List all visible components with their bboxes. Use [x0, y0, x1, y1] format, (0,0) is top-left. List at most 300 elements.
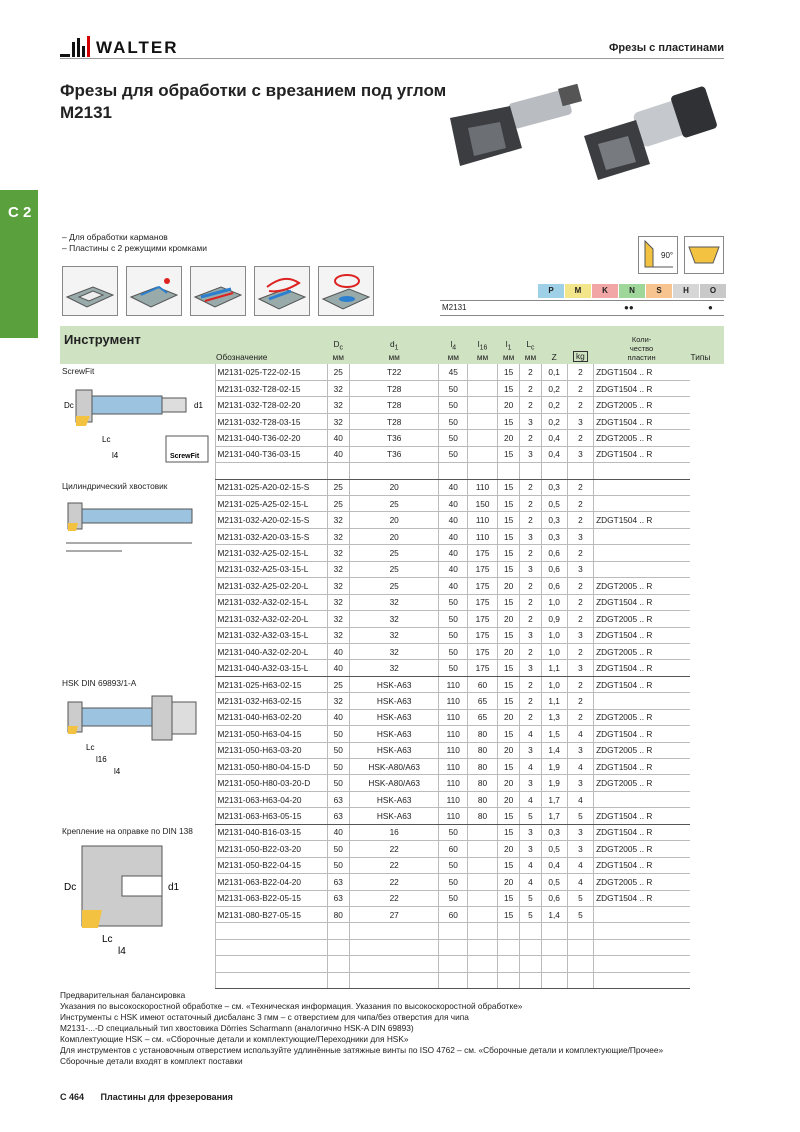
- cell: 60: [439, 906, 468, 922]
- cell: 32: [349, 611, 438, 627]
- cell: 50: [439, 430, 468, 446]
- cell: ZDGT1504 .. R: [594, 726, 690, 742]
- cell: 15: [497, 413, 519, 429]
- cell: 40: [327, 446, 349, 462]
- cell: M2131-032-T28-03-15: [215, 413, 327, 429]
- cell: 2: [567, 709, 593, 725]
- cell: [594, 528, 690, 544]
- cell: 175: [468, 545, 498, 561]
- svg-text:l16: l16: [96, 755, 107, 765]
- cell: 5: [567, 890, 593, 906]
- cell: 0,3: [541, 512, 567, 528]
- svg-text:ScrewFit: ScrewFit: [170, 453, 200, 460]
- cell: 20: [497, 791, 519, 807]
- cell: M2131-040-H63-02-20: [215, 709, 327, 725]
- cell: M2131-040-A32-03-15-L: [215, 660, 327, 676]
- cell: [349, 972, 438, 988]
- cell: HSK-A63: [349, 676, 438, 692]
- tool-group-name: ScrewFit: [62, 366, 95, 376]
- hsk-drawing: [62, 688, 212, 778]
- cell: 0,2: [541, 413, 567, 429]
- cell: [567, 463, 593, 479]
- cell: 110: [468, 528, 498, 544]
- cell: 3: [520, 742, 541, 758]
- cell: 0,5: [541, 496, 567, 512]
- cell: 110: [468, 512, 498, 528]
- title-line-2: M2131: [60, 103, 112, 122]
- cell: [349, 923, 438, 939]
- cell: 2: [520, 676, 541, 692]
- cell: 110: [439, 808, 468, 824]
- cell: 65: [468, 709, 498, 725]
- cell: [468, 874, 498, 890]
- svg-text:l4: l4: [112, 451, 119, 460]
- cell: [567, 956, 593, 972]
- footnote: Комплектующие HSK – см. «Сборочные детали и комплектующие/Переходники для HSK»: [60, 1034, 409, 1044]
- cell: 2: [520, 643, 541, 659]
- cell: 15: [497, 808, 519, 824]
- cell: [468, 923, 498, 939]
- cell: [468, 397, 498, 413]
- cell: 32: [327, 627, 349, 643]
- cell: [567, 923, 593, 939]
- cell: M2131-050-B22-03-20: [215, 841, 327, 857]
- cell: 40: [327, 430, 349, 446]
- cell: M2131-032-A32-02-20-L: [215, 611, 327, 627]
- cell: 15: [497, 380, 519, 396]
- header-types: Типы: [690, 326, 724, 364]
- material-codes-row: [440, 284, 724, 300]
- cell: [468, 890, 498, 906]
- cell: 50: [327, 841, 349, 857]
- cell: 15: [497, 627, 519, 643]
- cell: 2: [520, 397, 541, 413]
- cell: 175: [468, 578, 498, 594]
- svg-text:Dc: Dc: [64, 882, 77, 894]
- header-qty: Коли- чество пластин: [594, 326, 690, 364]
- cell: 15: [497, 726, 519, 742]
- cell: 63: [327, 874, 349, 890]
- slot-milling-icon: [190, 266, 246, 316]
- table-row: [60, 824, 724, 840]
- cell: 80: [468, 775, 498, 791]
- cell: 175: [468, 660, 498, 676]
- cell: 2: [567, 545, 593, 561]
- cell: HSK-A63: [349, 693, 438, 709]
- cell: 50: [439, 397, 468, 413]
- cell: 2: [520, 380, 541, 396]
- cell: M2131-050-H80-03-20-D: [215, 775, 327, 791]
- cell: ZDGT2005 .. R: [594, 775, 690, 791]
- cell: 32: [327, 578, 349, 594]
- cell: ZDGT2005 .. R: [594, 643, 690, 659]
- cell: 2: [567, 578, 593, 594]
- svg-text:Lc: Lc: [86, 743, 95, 753]
- cell: 2: [567, 430, 593, 446]
- cell: ZDGT2005 .. R: [594, 742, 690, 758]
- cell: 15: [497, 496, 519, 512]
- circular-milling-icon: [318, 266, 374, 316]
- cell: M2131-063-B22-05-15: [215, 890, 327, 906]
- cell: 80: [327, 906, 349, 922]
- cell: T22: [349, 364, 438, 380]
- title-line-1: Фрезы для обработки с врезанием под углом: [60, 81, 447, 100]
- cell: [497, 939, 519, 955]
- cell: 175: [468, 643, 498, 659]
- cell: HSK-A63: [349, 791, 438, 807]
- cell: [215, 463, 327, 479]
- cell: 50: [327, 726, 349, 742]
- chapter-tab: [0, 190, 38, 338]
- cell: 0,4: [541, 446, 567, 462]
- cell: 60: [439, 841, 468, 857]
- cell: ZDGT1504 .. R: [594, 512, 690, 528]
- cell: ZDGT2005 .. R: [594, 841, 690, 857]
- cell: 20: [497, 841, 519, 857]
- cell: 25: [349, 561, 438, 577]
- cell: 0,4: [541, 430, 567, 446]
- cell: M2131-063-H63-05-15: [215, 808, 327, 824]
- cell: M2131-050-H63-03-20: [215, 742, 327, 758]
- cell: 40: [439, 528, 468, 544]
- cell: M2131-063-H63-04-20: [215, 791, 327, 807]
- table-header: [60, 326, 724, 364]
- cell: ZDGT1504 .. R: [594, 660, 690, 676]
- cell: 5: [567, 906, 593, 922]
- table-row: [60, 479, 724, 495]
- cell: T36: [349, 446, 438, 462]
- cell: 4: [520, 759, 541, 775]
- cell: HSK-A63: [349, 808, 438, 824]
- cell: 110: [439, 676, 468, 692]
- cell: 4: [520, 791, 541, 807]
- cell: [327, 923, 349, 939]
- cell: 2: [520, 479, 541, 495]
- cell: 3: [520, 841, 541, 857]
- cell: 0,2: [541, 397, 567, 413]
- cell: 32: [327, 561, 349, 577]
- header-l4: $l_4$ мм: [439, 326, 468, 364]
- cell: 3: [520, 775, 541, 791]
- cell: 4: [520, 857, 541, 873]
- header-l1: $l_1$ мм: [497, 326, 519, 364]
- cell: 15: [497, 512, 519, 528]
- cylindrical-shank-drawing: [62, 491, 212, 561]
- cell: 2: [567, 643, 593, 659]
- cell: 20: [497, 430, 519, 446]
- cell: 22: [349, 874, 438, 890]
- cell: T28: [349, 413, 438, 429]
- cell: 40: [327, 643, 349, 659]
- material-o: O: [700, 284, 726, 298]
- angle-90-icon: [638, 236, 678, 274]
- cell: [439, 956, 468, 972]
- cell: 1,0: [541, 643, 567, 659]
- helical-milling-icon: [254, 266, 310, 316]
- cell: 63: [327, 890, 349, 906]
- cell: 25: [327, 676, 349, 692]
- cell: 1,9: [541, 775, 567, 791]
- cell: [567, 939, 593, 955]
- brand-name: WALTER: [96, 38, 179, 57]
- cell: 4: [567, 759, 593, 775]
- cell: 2: [520, 594, 541, 610]
- cell: 32: [327, 594, 349, 610]
- cell: [520, 923, 541, 939]
- cell: 0,3: [541, 824, 567, 840]
- table-row: [60, 364, 724, 380]
- cell: 0,9: [541, 611, 567, 627]
- cell: ZDGT2005 .. R: [594, 611, 690, 627]
- cell: M2131-032-A25-02-15-L: [215, 545, 327, 561]
- svg-text:Dc: Dc: [64, 401, 74, 410]
- mark-o: ●: [708, 303, 713, 312]
- cell: 15: [497, 446, 519, 462]
- footnote: Указания по высокоскоростной обработке – см. «Техническая информация. Указания по высокоскоростной обработке»: [60, 1001, 523, 1011]
- cell: 110: [439, 791, 468, 807]
- cell: M2131-032-A32-02-15-L: [215, 594, 327, 610]
- cell: 25: [327, 479, 349, 495]
- cell: 65: [468, 693, 498, 709]
- cell: 175: [468, 611, 498, 627]
- cell: 3: [567, 528, 593, 544]
- cell: 150: [468, 496, 498, 512]
- cell: 50: [439, 627, 468, 643]
- svg-text:l4: l4: [118, 946, 126, 957]
- cell: [520, 939, 541, 955]
- tool-group-name: Крепление на оправке по DIN 138: [62, 826, 193, 837]
- cell: M2131-040-T36-03-15: [215, 446, 327, 462]
- cell: 1,5: [541, 726, 567, 742]
- cell: 32: [349, 627, 438, 643]
- cell: 15: [497, 561, 519, 577]
- header-rule: [60, 58, 724, 59]
- feature-item: – Для обработки карманов: [62, 232, 168, 242]
- cell: M2131-050-H63-04-15: [215, 726, 327, 742]
- material-p: P: [538, 284, 564, 298]
- cell: 3: [520, 660, 541, 676]
- cell: 2: [520, 364, 541, 380]
- cell: [594, 496, 690, 512]
- cell: [468, 463, 498, 479]
- cell: 25: [349, 496, 438, 512]
- weight-icon: kg: [573, 351, 588, 362]
- cell: 5: [520, 808, 541, 824]
- cell: 50: [439, 413, 468, 429]
- cell: M2131-040-T36-02-20: [215, 430, 327, 446]
- cell: 110: [439, 775, 468, 791]
- cell: [349, 463, 438, 479]
- cell: [594, 972, 690, 988]
- cell: M2131-032-A25-03-15-L: [215, 561, 327, 577]
- cell: 3: [567, 561, 593, 577]
- cell: 40: [439, 578, 468, 594]
- cell: 15: [497, 594, 519, 610]
- cell: 0,6: [541, 578, 567, 594]
- cell: 40: [439, 479, 468, 495]
- cell: 15: [497, 759, 519, 775]
- cell: 15: [497, 364, 519, 380]
- cell: M2131-032-T28-02-15: [215, 380, 327, 396]
- material-k: K: [592, 284, 618, 298]
- cell: 3: [567, 627, 593, 643]
- cell: [497, 463, 519, 479]
- tool-group-cell: [60, 364, 215, 479]
- cell: ZDGT1504 .. R: [594, 380, 690, 396]
- cell: [594, 479, 690, 495]
- cell: 63: [327, 808, 349, 824]
- cell: 32: [327, 545, 349, 561]
- cell: 20: [497, 578, 519, 594]
- page-footer: [60, 1092, 233, 1102]
- tool-group-cell: [60, 676, 215, 824]
- cell: [594, 906, 690, 922]
- cell: [468, 413, 498, 429]
- pocket-milling-icon: [62, 266, 118, 316]
- cell: 50: [327, 759, 349, 775]
- cell: 2: [567, 611, 593, 627]
- cell: 0,2: [541, 380, 567, 396]
- cell: [541, 923, 567, 939]
- cell: 4: [567, 874, 593, 890]
- footnote: M2131-...-D специальный тип хвостовика Dörries Scharmann (аналогично HSK-A DIN 69893): [60, 1023, 414, 1033]
- cell: 32: [349, 660, 438, 676]
- cell: 2: [520, 430, 541, 446]
- cell: M2131-032-A20-03-15-S: [215, 528, 327, 544]
- cell: 20: [497, 742, 519, 758]
- cell: 1,9: [541, 759, 567, 775]
- cell: 32: [327, 611, 349, 627]
- mark-n: ●●: [624, 303, 634, 312]
- cell: 50: [327, 742, 349, 758]
- cell: [468, 956, 498, 972]
- header-designation: Обозначение: [215, 326, 327, 364]
- tool-table: [60, 326, 724, 989]
- cell: ZDGT1504 .. R: [594, 857, 690, 873]
- cell: 4: [567, 791, 593, 807]
- cell: 50: [439, 857, 468, 873]
- angle-label: 90°: [661, 251, 674, 260]
- cell: 175: [468, 627, 498, 643]
- header-z: Z: [541, 326, 567, 364]
- cell: [215, 972, 327, 988]
- cell: 25: [327, 496, 349, 512]
- cell: 40: [439, 496, 468, 512]
- cell: 2: [567, 512, 593, 528]
- cell: 175: [468, 594, 498, 610]
- cell: ZDGT1504 .. R: [594, 759, 690, 775]
- cell: 15: [497, 890, 519, 906]
- cell: [468, 824, 498, 840]
- cell: 50: [439, 594, 468, 610]
- cell: 50: [327, 775, 349, 791]
- cell: [567, 972, 593, 988]
- cell: 20: [497, 709, 519, 725]
- cell: [594, 791, 690, 807]
- cell: M2131-050-B22-04-15: [215, 857, 327, 873]
- cell: HSK-A80/A63: [349, 759, 438, 775]
- cell: M2131-032-A20-02-15-S: [215, 512, 327, 528]
- chapter-tab-label: C 2: [8, 204, 32, 221]
- cell: 2: [567, 364, 593, 380]
- cell: [215, 923, 327, 939]
- cell: M2131-032-H63-02-15: [215, 693, 327, 709]
- cell: M2131-032-T28-02-20: [215, 397, 327, 413]
- cell: 2: [567, 397, 593, 413]
- cell: 2: [567, 496, 593, 512]
- cell: 20: [349, 512, 438, 528]
- cell: 50: [439, 643, 468, 659]
- cell: [468, 939, 498, 955]
- cell: [468, 446, 498, 462]
- cell: 0,5: [541, 874, 567, 890]
- cell: HSK-A63: [349, 709, 438, 725]
- cell: ZDGT1504 .. R: [594, 594, 690, 610]
- cell: 50: [439, 446, 468, 462]
- cell: 0,5: [541, 841, 567, 857]
- cell: 3: [520, 627, 541, 643]
- cell: 50: [327, 857, 349, 873]
- cell: 40: [439, 561, 468, 577]
- cell: 40: [439, 512, 468, 528]
- cell: [541, 463, 567, 479]
- cell: 1,0: [541, 594, 567, 610]
- cell: 32: [327, 413, 349, 429]
- cell: 40: [327, 709, 349, 725]
- header-dc: $D_c$ мм: [327, 326, 349, 364]
- cell: 2: [567, 594, 593, 610]
- cell: 20: [349, 479, 438, 495]
- page-number: C 464: [60, 1092, 85, 1102]
- cell: ZDGT1504 .. R: [594, 446, 690, 462]
- logo-bars-icon: [60, 36, 94, 60]
- cell: 0,3: [541, 479, 567, 495]
- cell: M2131-032-A25-02-20-L: [215, 578, 327, 594]
- tool-group-cell: [60, 824, 215, 988]
- cell: 50: [439, 380, 468, 396]
- cell: [497, 956, 519, 972]
- cell: 15: [497, 676, 519, 692]
- cell: 2: [520, 693, 541, 709]
- cell: [520, 463, 541, 479]
- cell: 2: [520, 611, 541, 627]
- cell: 32: [327, 693, 349, 709]
- cell: [594, 463, 690, 479]
- cell: 32: [327, 397, 349, 413]
- cell: 2: [520, 545, 541, 561]
- cell: 20: [497, 611, 519, 627]
- cell: [594, 545, 690, 561]
- svg-text:Lc: Lc: [102, 435, 111, 444]
- cell: 25: [349, 545, 438, 561]
- milling-cutter-image-1: [440, 78, 590, 168]
- footnote: Сборочные детали входят в комплект поставки: [60, 1056, 243, 1066]
- cell: 22: [349, 890, 438, 906]
- cell: 5: [520, 906, 541, 922]
- cell: [327, 463, 349, 479]
- cell: 15: [497, 824, 519, 840]
- cell: 0,3: [541, 528, 567, 544]
- svg-text:d1: d1: [168, 882, 180, 894]
- cell: 25: [349, 578, 438, 594]
- cell: 4: [520, 726, 541, 742]
- material-suitability-row: [440, 300, 724, 316]
- cell: [594, 939, 690, 955]
- cell: 1,4: [541, 742, 567, 758]
- cell: ZDGT1504 .. R: [594, 627, 690, 643]
- material-n: N: [619, 284, 645, 298]
- cell: 3: [520, 824, 541, 840]
